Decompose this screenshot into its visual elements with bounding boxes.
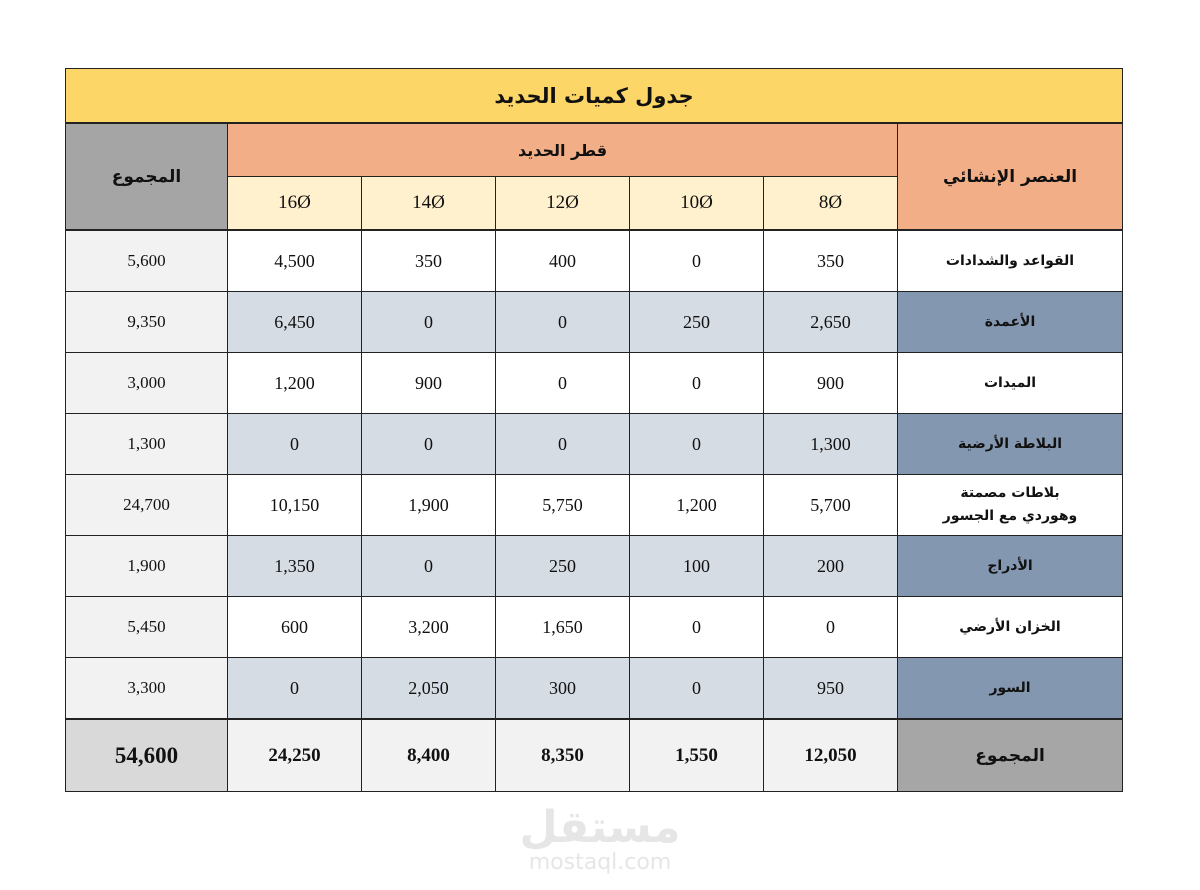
- value-cell: 0: [228, 658, 362, 720]
- value-cell: 100: [630, 536, 764, 597]
- row-total: 3,000: [66, 353, 228, 414]
- value-cell: 1,300: [764, 414, 898, 475]
- value-cell: 2,050: [362, 658, 496, 720]
- value-cell: 1,200: [228, 353, 362, 414]
- value-cell: 10,150: [228, 475, 362, 536]
- value-cell: 6,450: [228, 292, 362, 353]
- value-cell: 900: [362, 353, 496, 414]
- value-cell: 0: [630, 658, 764, 720]
- element-name-line2: وهوردي مع الجسور: [942, 508, 1078, 524]
- element-name: الخزان الأرضي: [898, 597, 1123, 658]
- value-cell: 0: [496, 353, 630, 414]
- diameter-14-header: 14Ø: [362, 177, 496, 231]
- row-total: 24,700: [66, 475, 228, 536]
- value-cell: 4,500: [228, 230, 362, 292]
- watermark-logo: [500, 802, 700, 876]
- value-cell: 1,350: [228, 536, 362, 597]
- diameter-10-header: 10Ø: [630, 177, 764, 231]
- table-row: [66, 414, 1123, 475]
- row-total: 1,900: [66, 536, 228, 597]
- value-cell: 250: [496, 536, 630, 597]
- value-cell: 0: [496, 292, 630, 353]
- totals-label: المجموع: [898, 719, 1123, 792]
- value-cell: 5,700: [764, 475, 898, 536]
- value-cell: 0: [630, 597, 764, 658]
- value-cell: 0: [362, 414, 496, 475]
- row-total: 1,300: [66, 414, 228, 475]
- grand-total: 54,600: [66, 719, 228, 792]
- value-cell: 350: [764, 230, 898, 292]
- column-total: 12,050: [764, 719, 898, 792]
- value-cell: 250: [630, 292, 764, 353]
- value-cell: 5,750: [496, 475, 630, 536]
- element-name: [898, 475, 1123, 536]
- value-cell: 300: [496, 658, 630, 720]
- table-row: [66, 475, 1123, 536]
- table-title: جدول كميات الحديد: [66, 69, 1123, 124]
- element-name: الأدراج: [898, 536, 1123, 597]
- row-total: 5,600: [66, 230, 228, 292]
- value-cell: 950: [764, 658, 898, 720]
- steel-diameter-header: قطر الحديد: [228, 123, 898, 177]
- value-cell: 350: [362, 230, 496, 292]
- table-row: [66, 597, 1123, 658]
- column-total: 8,400: [362, 719, 496, 792]
- diameter-12-header: 12Ø: [496, 177, 630, 231]
- column-total: 8,350: [496, 719, 630, 792]
- value-cell: 400: [496, 230, 630, 292]
- value-cell: 0: [630, 414, 764, 475]
- watermark-latin: mostaql.com: [528, 850, 672, 875]
- value-cell: 1,650: [496, 597, 630, 658]
- column-total: 1,550: [630, 719, 764, 792]
- value-cell: 1,200: [630, 475, 764, 536]
- diameter-8-header: 8Ø: [764, 177, 898, 231]
- column-total: 24,250: [228, 719, 362, 792]
- watermark-arabic: مستقل: [519, 802, 681, 853]
- table-row: [66, 536, 1123, 597]
- element-name-line1: بلاطات مصمتة: [960, 485, 1060, 501]
- value-cell: 200: [764, 536, 898, 597]
- table-row: [66, 353, 1123, 414]
- value-cell: 0: [496, 414, 630, 475]
- value-cell: 0: [630, 353, 764, 414]
- element-name: الميدات: [898, 353, 1123, 414]
- value-cell: 0: [228, 414, 362, 475]
- row-total: 5,450: [66, 597, 228, 658]
- value-cell: 3,200: [362, 597, 496, 658]
- totals-row: [66, 719, 1123, 792]
- diameter-16-header: 16Ø: [228, 177, 362, 231]
- structural-element-header: العنصر الإنشائي: [898, 123, 1123, 230]
- value-cell: 2,650: [764, 292, 898, 353]
- value-cell: 0: [362, 536, 496, 597]
- value-cell: 0: [630, 230, 764, 292]
- table-row: [66, 292, 1123, 353]
- value-cell: 900: [764, 353, 898, 414]
- value-cell: 600: [228, 597, 362, 658]
- value-cell: 0: [362, 292, 496, 353]
- value-cell: 1,900: [362, 475, 496, 536]
- value-cell: 0: [764, 597, 898, 658]
- table-row: [66, 230, 1123, 292]
- table-row: [66, 658, 1123, 720]
- element-name: القواعد والشدادات: [898, 230, 1123, 292]
- total-header: المجموع: [66, 123, 228, 230]
- row-total: 3,300: [66, 658, 228, 720]
- element-name: السور: [898, 658, 1123, 720]
- row-total: 9,350: [66, 292, 228, 353]
- element-name: الأعمدة: [898, 292, 1123, 353]
- element-name: البلاطة الأرضية: [898, 414, 1123, 475]
- steel-quantities-table: [65, 68, 1123, 792]
